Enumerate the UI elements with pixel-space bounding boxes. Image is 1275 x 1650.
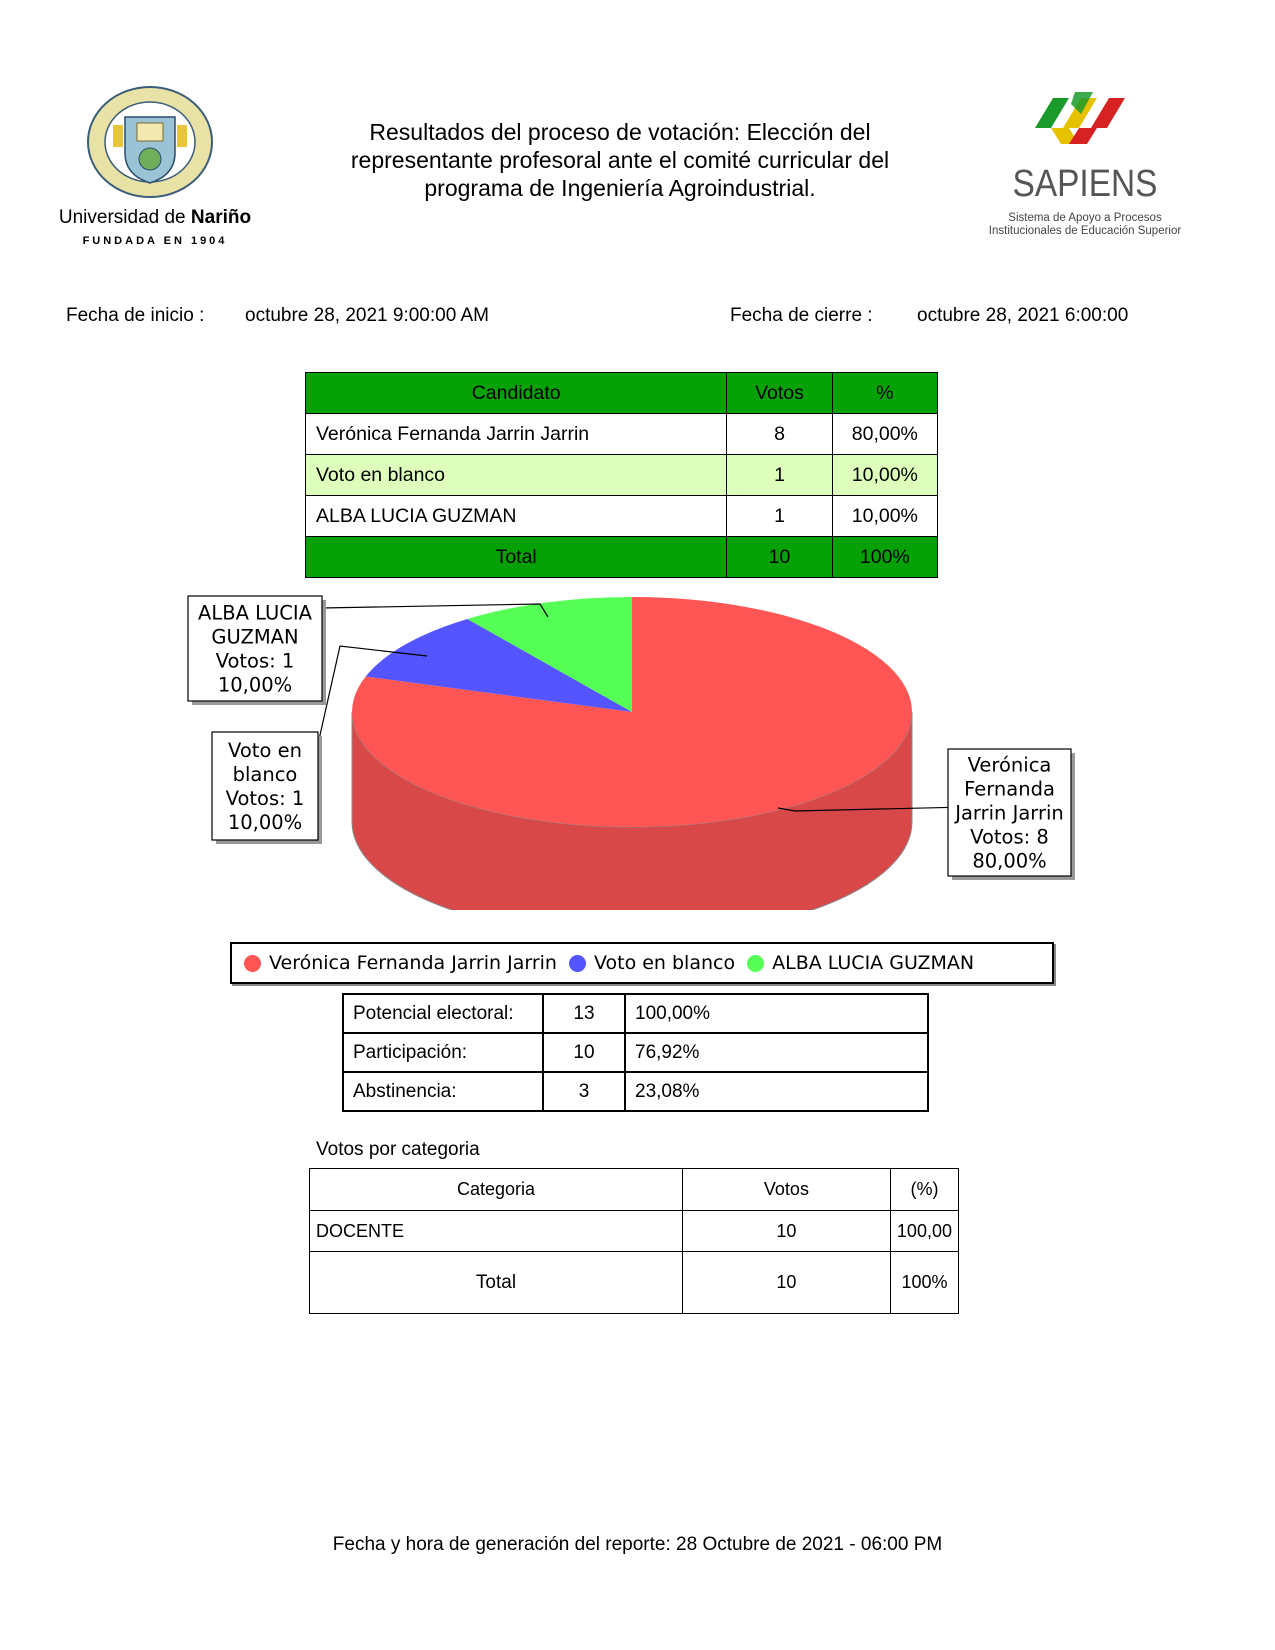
total-percent: 100% [832, 537, 937, 578]
stat-percent: 23,08% [625, 1072, 928, 1111]
report-generated-footer: Fecha y hora de generación del reporte: 28 Octubre de 2021 - 06:00 PM [332, 1534, 943, 1555]
votes-header: Votos [727, 373, 832, 414]
callout-label: blanco [232, 763, 298, 786]
stat-label: Potencial electoral: [343, 994, 543, 1033]
callout-label: 80,00% [972, 849, 1047, 873]
candidate-percent: 10,00% [832, 496, 937, 537]
categories-table [309, 1168, 959, 1314]
stat-value: 3 [543, 1072, 625, 1111]
table-row [306, 496, 938, 537]
university-name-prefix: Universidad de [58, 207, 186, 228]
category-percent: 100,00 [890, 1211, 958, 1252]
sapiens-subtitle-line2: Institucionales de Educación Superior [988, 225, 1182, 237]
university-founded: FUNDADA EN 1904 [82, 235, 228, 247]
legend-swatch-icon [244, 955, 261, 972]
legend-item [563, 952, 735, 974]
callout-label: ALBA LUCIA [198, 601, 312, 625]
stat-percent: 76,92% [625, 1033, 928, 1072]
table-row [343, 1033, 928, 1072]
callout-label: 10,00% [227, 811, 303, 834]
callout-label: Voto en [228, 739, 302, 762]
start-date-value: octubre 28, 2021 9:00:00 AM [245, 305, 490, 326]
category-name: DOCENTE [310, 1211, 683, 1252]
results-table [305, 372, 938, 578]
categories-header-row [310, 1169, 959, 1211]
category-votes-header: Votos [682, 1169, 890, 1211]
category-header: Categoria [310, 1169, 683, 1211]
legend-swatch-icon [747, 955, 764, 972]
pie-chart [0, 590, 1275, 910]
table-row [306, 455, 938, 496]
university-seal-logo [85, 85, 215, 200]
candidate-votes: 1 [727, 496, 832, 537]
legend-item [741, 952, 974, 974]
callout-label: Votos: 1 [225, 787, 305, 810]
candidate-votes: 8 [727, 414, 832, 455]
callout-label: Verónica [967, 753, 1052, 777]
callout-label: 10,00% [217, 673, 293, 697]
candidate-percent: 10,00% [832, 455, 937, 496]
candidate-name: Verónica Fernanda Jarrin Jarrin [306, 414, 727, 455]
callout-label: Fernanda [964, 777, 1055, 801]
legend-label: ALBA LUCIA GUZMAN [772, 952, 975, 974]
legend-label: Verónica Fernanda Jarrin Jarrin [269, 952, 557, 974]
legend-item [238, 952, 557, 974]
legend-label: Voto en blanco [593, 952, 736, 974]
callout-label: GUZMAN [211, 625, 299, 649]
stat-value: 10 [543, 1033, 625, 1072]
categories-caption: Votos por categoria [316, 1139, 480, 1160]
stats-table [342, 993, 929, 1112]
category-total-label: Total [310, 1252, 683, 1314]
table-row [343, 994, 928, 1033]
end-date-label: Fecha de cierre : [730, 305, 873, 326]
categories-total-row [310, 1252, 959, 1314]
candidate-name: Voto en blanco [306, 455, 727, 496]
candidate-name: ALBA LUCIA GUZMAN [306, 496, 727, 537]
sapiens-subtitle [970, 212, 1200, 238]
callout-label: Votos: 1 [215, 649, 295, 673]
category-votes: 10 [682, 1211, 890, 1252]
stat-percent: 100,00% [625, 994, 928, 1033]
candidate-votes: 1 [727, 455, 832, 496]
university-name-bold: Nariño [190, 207, 252, 228]
sapiens-logo-mark [1035, 90, 1125, 152]
callout-label: Jarrin Jarrin [955, 801, 1064, 825]
sapiens-logo-text: SAPIENS [1012, 163, 1158, 205]
page-title: Resultados del proceso de votación: Elección del representante profesoral ante el comité curricular del programa de Ingeniería Agroindustrial. [350, 119, 890, 201]
end-date-value: octubre 28, 2021 6:00:00 [917, 305, 1129, 326]
percent-header: % [832, 373, 937, 414]
stat-label: Abstinencia: [343, 1072, 543, 1111]
university-name [55, 207, 255, 229]
category-total-percent: 100% [890, 1252, 958, 1314]
table-row [310, 1211, 959, 1252]
chart-legend [230, 942, 1054, 984]
sapiens-subtitle-line1: Sistema de Apoyo a Procesos [1008, 212, 1162, 224]
stat-value: 13 [543, 994, 625, 1033]
callout-label: Votos: 8 [970, 825, 1049, 849]
results-header-row [306, 373, 938, 414]
total-label: Total [306, 537, 727, 578]
category-total-votes: 10 [682, 1252, 890, 1314]
legend-swatch-icon [569, 955, 586, 972]
candidate-header: Candidato [306, 373, 727, 414]
start-date-label: Fecha de inicio : [66, 305, 205, 326]
candidate-percent: 80,00% [832, 414, 937, 455]
table-row [343, 1072, 928, 1111]
total-votes: 10 [727, 537, 832, 578]
results-total-row [306, 537, 938, 578]
category-percent-header: (%) [890, 1169, 958, 1211]
stat-label: Participación: [343, 1033, 543, 1072]
table-row [306, 414, 938, 455]
